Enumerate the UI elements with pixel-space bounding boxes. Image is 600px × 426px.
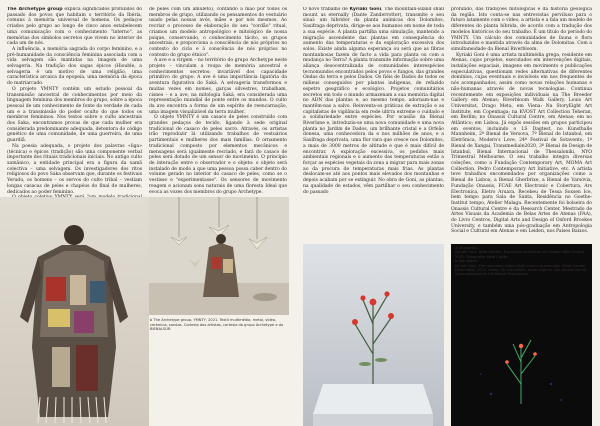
paragraph [303, 7, 444, 195]
paragraph: profundo, das tradições mitológicas e da história geológica da região. Isto conta-se nas entrevistas perviluso para o futuro latamente com o vídeo, a artista e a fala um modelo de diferentes do planta híbrida, de acordo com a tradução dos modelos históricos do seu trabalho. É um título do período do YMNTY. Um cálculo dos comunidades de fauna e flora introduzidos e mantida através da alma de Dolomitas. Com a simultaneidade da Bienal Riverbloom. [451, 7, 592, 52]
caption-text: Kyriaki Goni, The mountain-island shall mount us eternally (Data Garden Dolomites), 2021. Video, 3D simulation, texto original, voz gerada por IA. Commissioned by the Bienal Riverbloom. [455, 263, 587, 277]
paragraph: Na poesia adequada, o projeto dos palavras «liga» (técnica) e épicos (tradição) são uma componente verbal importante dos rituais tradicionais iníciais. No antigo culto xamânico, a entidade principal era a figura da xamã colectiva – uma selvagem. Os investigadores dos ritos religiosos do povo Saka observam que, durante os festivais Yerudu, os homens – os servos do culto tribal – vestiam longas casacas de peles e chapéus do final de mulheres, dedicados ao poder feminino. [7, 143, 142, 195]
caption-label: b (em baixo) [455, 259, 478, 264]
paragraph-text: , The mountain-island shall mount us eternally (Dante Zanderrotter), transmite o seu sinal: um hibridor da planta anímicas dos Dolomitos, Saxifraga deprivata, dirige-se aos humanos em nome de toda a sua espécie. A planta partilha uma simulação, mantendo a migração ascendente das plantas em consequência do aumento das temperaturas e da exploração excessiva dos solos. Existe ainda alguma esperança ou será que as fibras montanhosas fazem de facto a vida para planta ou com a mudança no Terra? A planta transmite informação sobre uma alíança desocentralizada de comunidades interespécies tecnomundos encontrados pelos povos e fungos, das grandes Ondas da terra e pelos Dados. Os fiéis de Dados de todos os milieus conseguidos por plantas indígenas, de refazido espetro geográfico e ecológico. Projetos comunitários secretos em todo o mundo armazenam a sua memória digital no ADN das plantas e, ao mesmo tempo, adornam-nas e mantêm-nas a salvo. Reinventa-os práticas de extração e as capitalistas de vigilância em rede ultrra extreme o cuidado e a solidariedade entre espécies. Por ocasião da Bienal Riverlane e, introduziu-se uma nova comunidade e uma nova planta no Jardim de Dados, um brilhante cristal e a Orfeão donesa, uma conhecedora da e nos milhões de anos, e a Saxífraga deprivata, uma flor rara que cresce nos Dolomitos, a mais de 3000 metros de altitude e que é mais difícil de encontrar. A exploração excessiva, os pedidos mais ambientais regionais e o aumento das temperaturas estão a forçar as espécies vegetais da zona a migrar para mais zonas ao da procura de temperaturas mais frias. As plantas deslocam-se até aos pontos mais elevados dos montanhas e depois acabam por se extinguir. No obra de Goni, as plantas, na qualidade de estados, vêm partilhar o seu conhecimento do passado [303, 7, 444, 195]
text-column-2 [149, 7, 287, 207]
paragraph: O objeto YMNTY é um casaco de peles construído com grandes pedaços de tecido, ligando à sede original tradicional de casaco de peles sacro. Através, os artistas irão reproduzir lá utilizando trabalhos de vestuários partimentais e mulheres dos mais famílias. O ornamento tradicional composto por elementos mecânicos e mensagens será igualmente recriado, e fará do casaco de peles será dotado de um sensor de movimento. O princípio de interação entre o observador e o objeto: o objeto será instalado de modo a que uma pessoa possa caber dentro do volume gerado no interior do casaco de peles, como se o vestisse e "experimentasse". Os sensores de movimento reagem e acionam sons naturais de uma floresta Ideal que evoca as vozes dos membros do grupo Archetype. [149, 115, 287, 195]
paragraph [7, 7, 142, 47]
caption-text: The Archetype group, YMNTY, 2021. Textil multimédia, metal, vídeo, cerâmica, sondas. Cortesia dos artistas, cortesia do grupo Archetype e do BIENALSUR. [150, 318, 284, 331]
artwork-photo-installation [149, 197, 289, 315]
paragraph: A influência, a memória sagrada do corpo feminino, e a pré-humanidade da consciência feminina associada com a vida selvagem são mantidas na imagem de uma selvageria. Na tradição dos sagas épicos (Hiouble, a selvageria é um motivo de uma religião, uma característica arcaica da epopeia, uma memória da época do matriarcado. [7, 46, 142, 87]
caption-goni [455, 246, 590, 277]
caption-archetype [150, 318, 286, 332]
text-column-1 [7, 7, 142, 207]
caption-label: a (esquerda) [455, 246, 478, 250]
paragraph: O projeto YMNTY contém um estudo pessoal da transmissão ancestral de conhecimentos por meio da linguagem feminina dos membros do grupo, sobre a época pessoal de um conhecimento de fonte da verdade de cada um e a transmissão do poder oculto do que todos os membros femininos. Nos textos sobre o culto ancestrais dos Saka, encontramos provas de que cada mulher era considerada predominante adequada, detentora do código genético de uma comunidade, de uma guerreira, de uma guardiã. [7, 86, 142, 144]
artwork-photo-coat [0, 197, 149, 426]
artwork-photo-plant [303, 244, 444, 426]
paragraph-text: explica significados profundos do passado dos povos que habitam o território da Ibéria, comuns à memória universal de homens. Os pedaços criados pelo grupo ao longo de cinco anos estabelecem uma comunicação com o conhecimento "interno", as memórias dos símbolos secretos que vivem no interior de cada um de nós. [7, 7, 142, 47]
caption-text: Kyriaki Goni, Data Garden, Exposição individual no Einstein Wild Gallery 2021. Fotografia: Kate Casila. [455, 250, 585, 259]
paragraph: de peles com um amuleto), contando a mão por todos os membros de grupo, utilizando os pensamentos do vestuário usado pelas nossas avós, mães e por nós mesmos. Ao recriar o processo de elaboração do seu "cordão" ritual, criamos um modelo antropológico e mitológico de nossa psique, conservando, o conhecimento tácito, os grupos ancestrais, e proporciona a consciência de nós próprios no contexto do ciclo e à conscência de nós próprios no contexto do grupo étnico". [149, 7, 287, 58]
text-column-3 [303, 7, 444, 251]
paragraph: A ave e a virgem – no território do grupo Archetype neste projeto – vinculam a roupa de memória ancestral e conhecimentos secretos: invariável dos capacidade primitivo do grupo. A ave é uma importância ligatória da aventura figurativa do Saká. A selvageria transformou e muitas vezes em nomes, garças silvestres, trabalham, cisnes – e a ave, na mitologia Saká, era considerada uma representação mundial de ponte entre os mundos. O culto da ave encontra a forma de um espírito de reencarnação, uma imagem visualizável da terra mulher. [149, 58, 287, 115]
lead-text: O novo trabalho de [303, 7, 348, 12]
group-name: The Archetype group [7, 7, 63, 12]
text-column-4 [451, 7, 592, 251]
paragraph: Kyriaki Goni é uma artista multimédia grega, residente em Atenas, cujos projetos, executados em intervenções digitais, instalações espaciais, imagens em movimento e publicações especulativas, questionam redes alternativas de diferentes domínios, cujas eventuais e invisíveis em nos frequentes de nós acompanhados, assim como novas relações humanas e não-humanas através de novas tecnologias. Continua recentemente em exposições individuais na The Breeder Gallery em Atenas; Riverbloom Walk Gallery, Louis Art Universitat, Drago Meta, em Viena: Na StoryEight Art Institute, em Copenhaga; na KVOST Art Collection Teheran, em Berlim; no Onassis Cultural Centre, em Atenas; em no Atlântico; em Lisboa. Já expôs sessões em grupos participou em eventos, incluindo o LS Dagtest, no Kunsthalle Mannheim, 2º Bienal de Versova, 7º Bienal de Istanbul, em Eletrônica, Modern's Love, 24º Festival de Sotavento, 1º Bienal de Xangai, Transmediale2020, 3º Bienal de Design de Istanbul, Bienal Internacional de Thessaloniki, NYO Trimestral Melbourne. O seu trabalho integra diversas coleções, como a Fundação Contemporary Art, MOMA Art Collection, Pedro Contemporary Art Initiative, etc. A artista teve trabalhos encomendados por organizações como a Bienal de Lisboa, a Bienal Gherbrixe, a Bienal de Varsóvia, Fundação Onassis, FCAE Art Electronic e Cobertura, Ars Electronica, Eletro Aruara. Recebeu de Tessa Soxsen Ice, bem tempo para Sala de Santa, Residência no Goethe-Institut tempo, Atelier Malaga. Recentemente foi bolseira do Onassis Cultural Centre e da Research Center, Mestrado de Artes Visuais da Academia de Belas Artes de Atenas (FAA), do Livro Centros, Digital Arts and Design of Oxford Brookes University, e também uma pós-graduação em Antropologia Social e Cultural em Atenas e em Leiden, nos Países Baixos. [451, 52, 592, 235]
artist-name: Kyriaki Goni [349, 7, 382, 12]
caption-label: b [150, 318, 153, 322]
